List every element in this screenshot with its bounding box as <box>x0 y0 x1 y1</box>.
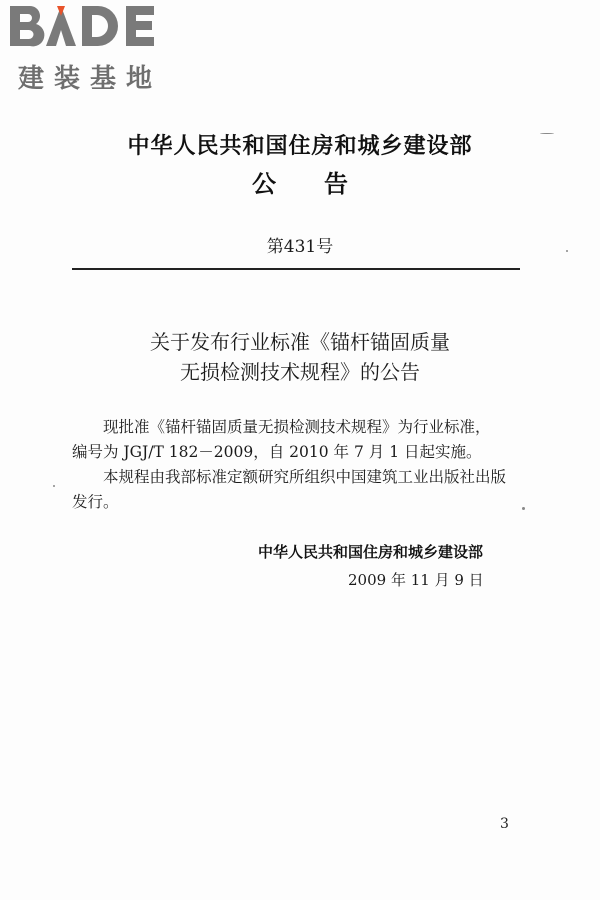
ministry-heading: 中华人民共和国住房和城乡建设部 <box>127 134 473 159</box>
body-paragraph-1-line-1: 现批准《锚杆锚固质量无损检测技术规程》为行业标准， <box>103 418 491 436</box>
body-paragraph-1 <box>72 415 532 465</box>
issuer-signature: 中华人民共和国住房和城乡建设部 <box>258 543 484 561</box>
body-paragraph-2-line-2: 发行。 <box>72 493 119 511</box>
page-number: 3 <box>500 816 509 832</box>
brand-logo-mark <box>8 0 178 60</box>
scan-speck <box>540 133 554 134</box>
document-number: 第431号 <box>266 237 334 257</box>
brand-subtitle: 建装基地 <box>18 64 163 94</box>
subject-line-1: 关于发布行业标准《锚杆锚固质量 <box>150 330 450 354</box>
header-divider <box>72 268 520 270</box>
body-paragraph-1-line-2: 编号为 JGJ/T 182－2009，自 2010 年 7 月 1 日起实施。 <box>72 443 482 461</box>
subject-line-2: 无损检测技术规程》的公告 <box>180 360 420 384</box>
brand-logo <box>8 0 178 92</box>
announcement-title: 公告 <box>252 170 396 198</box>
scan-speck <box>522 507 525 510</box>
body-paragraph-2 <box>72 465 532 515</box>
scan-speck <box>53 485 55 487</box>
scan-speck <box>566 250 568 252</box>
issue-date: 2009 年 11 月 9 日 <box>348 571 484 589</box>
body-paragraph-2-line-1: 本规程由我部标准定额研究所组织中国建筑工业出版社出版 <box>103 468 507 486</box>
